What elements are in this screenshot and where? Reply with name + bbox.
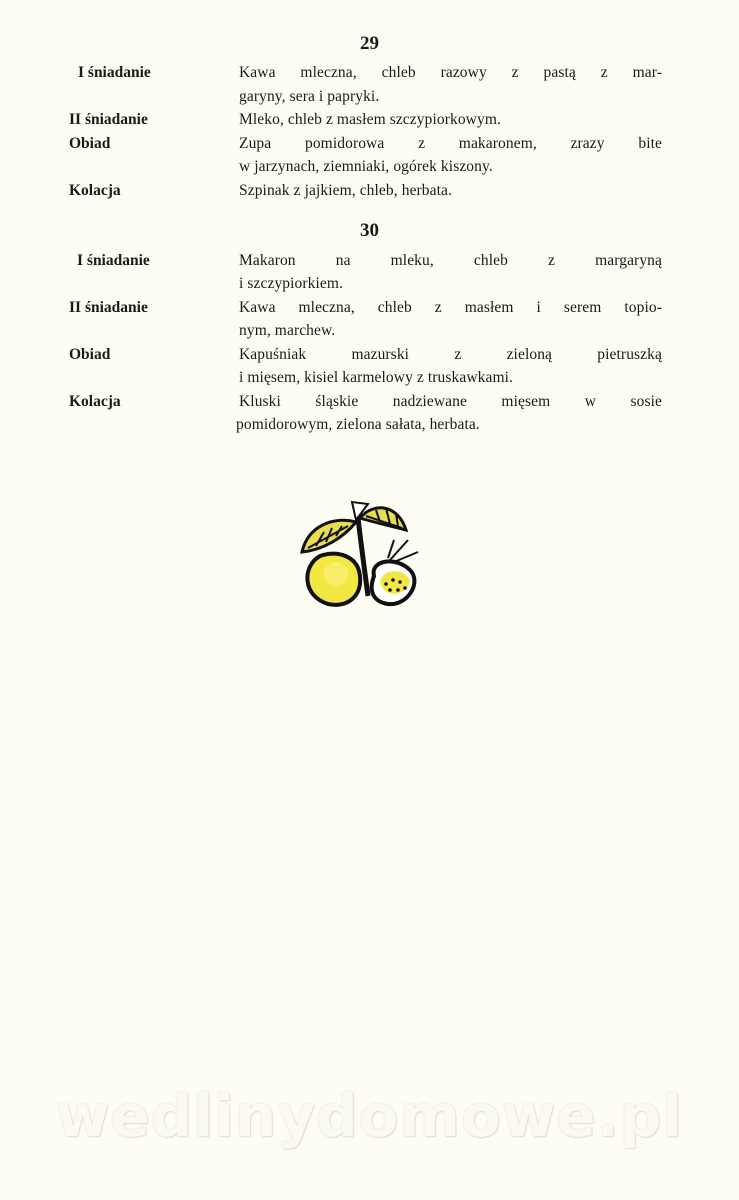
meal-text-line: Kapuśniak mazurski z zieloną pietruszką xyxy=(239,346,662,363)
meal-text-line: w jarzynach, ziemniaki, ogórek kiszony. xyxy=(239,158,493,175)
meal-label: Obiad xyxy=(69,135,111,152)
meal-text-line: garyny, sera i papryki. xyxy=(239,88,380,105)
watermark: wedlinydomowe.pl xyxy=(55,1082,684,1150)
meal-text-line: Mleko, chleb z masłem szczypiorkowym. xyxy=(239,111,501,128)
meal-label: I śniadanie xyxy=(77,252,150,269)
day-number-29: 29 xyxy=(360,33,379,54)
meal-text-line: Zupa pomidorowa z makaronem, zrazy bite xyxy=(239,135,662,152)
meal-text-line: Kawa mleczna, chleb razowy z pastą z mar- xyxy=(239,64,662,81)
meal-label: Kolacja xyxy=(69,182,121,199)
meal-label: Obiad xyxy=(69,346,111,363)
meal-text-line: Szpinak z jajkiem, chleb, herbata. xyxy=(239,182,452,199)
meal-text-line: nym, marchew. xyxy=(239,322,336,339)
meal-text-line: Kluski śląskie nadziewane mięsem w sosie xyxy=(239,393,662,410)
day-number-30: 30 xyxy=(360,220,379,241)
meal-label: I śniadanie xyxy=(78,64,151,81)
meal-label: Kolacja xyxy=(69,393,121,410)
fruit-illustration xyxy=(298,496,424,612)
meal-text-line: i szczypiorkiem. xyxy=(239,275,344,292)
meal-text-line: pomidorowym, zielona sałata, herbata. xyxy=(236,416,480,433)
meal-label: II śniadanie xyxy=(69,299,148,316)
meal-text-line: i mięsem, kisiel karmelowy z truskawkami. xyxy=(239,369,513,386)
meal-text-line: Makaron na mleku, chleb z margaryną xyxy=(239,252,662,269)
meal-label: II śniadanie xyxy=(69,111,148,128)
meal-text-line: Kawa mleczna, chleb z masłem i serem topio- xyxy=(239,299,662,316)
